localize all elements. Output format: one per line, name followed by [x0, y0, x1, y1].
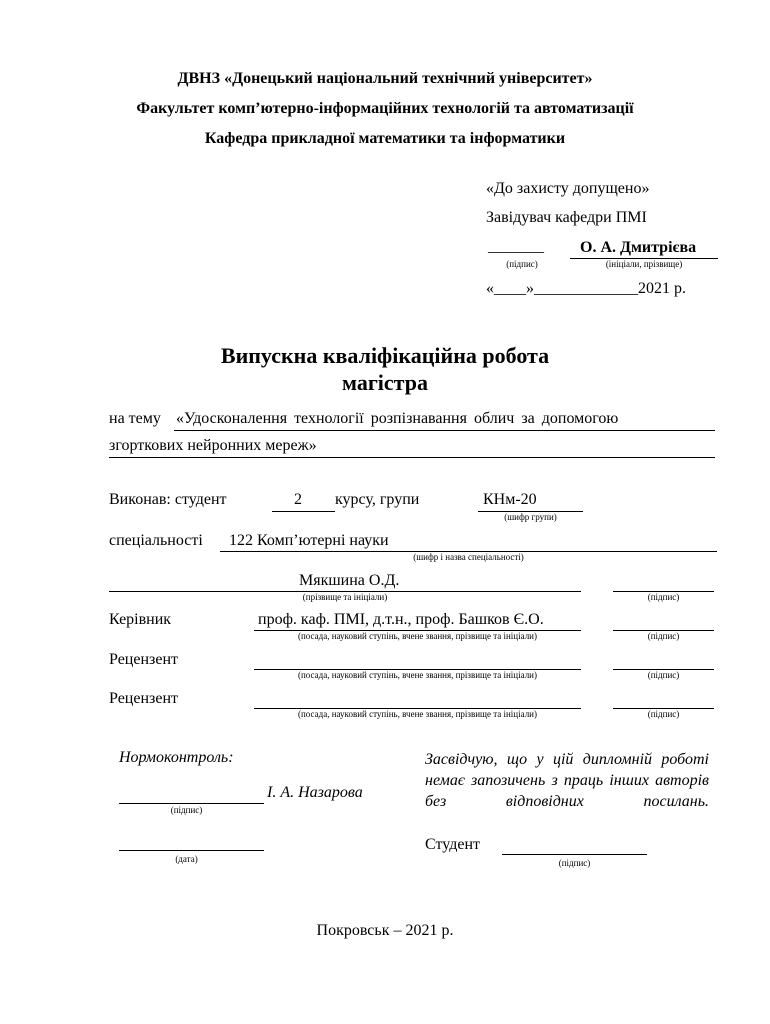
student-signature-caption: (підпис): [647, 592, 680, 602]
normcontrol-name: І. А. Назарова: [267, 784, 363, 801]
head-name-caption: (ініціали, прізвище): [605, 259, 683, 269]
work-title-line2: магістра: [341, 370, 428, 395]
topic-underline-1: [174, 430, 715, 431]
reviewer-1-label: Рецензент: [109, 651, 178, 668]
statement-signature-line: [502, 854, 647, 855]
course-label: курсу, групи: [335, 491, 420, 508]
supervisor-signature-caption: (підпис): [647, 631, 680, 641]
specialty-value: 122 Комп’ютерні науки: [229, 532, 389, 549]
normcontrol-signature-caption: (підпис): [170, 805, 203, 815]
reviewer-2-caption: (посада, науковий ступінь, вчене звання, прізвище та ініціали): [297, 709, 537, 719]
work-title-line1: Випускна кваліфікаційна робота: [220, 343, 550, 368]
supervisor-label: Керівник: [109, 611, 172, 628]
topic-line1: «Удосконалення технології розпізнавання облич за допомогою: [176, 410, 619, 427]
statement-student-label: Студент: [425, 836, 481, 853]
originality-statement: Засвідчую, що у цій дипломній роботі немає запозичень з праць інших авторів без відповідних посилань.: [425, 751, 709, 810]
normcontrol-date-caption: (дата): [175, 854, 198, 864]
institution-name: ДВНЗ «Донецький національний технічний університет»: [177, 70, 593, 87]
normcontrol-date-line: [119, 850, 264, 851]
admitted-to-defense: «До захисту допущено»: [486, 180, 650, 197]
student-label: Виконав: студент: [109, 491, 227, 508]
reviewer-2-label: Рецензент: [109, 690, 178, 707]
specialty-caption: (шифр і назва спеціальності): [413, 552, 524, 562]
reviewer-1-signature-caption: (підпис): [647, 670, 680, 680]
reviewer-1-caption: (посада, науковий ступінь, вчене звання, прізвище та ініціали): [297, 670, 537, 680]
department-name: Кафедра прикладної математики та інформатики: [204, 130, 566, 147]
student-name: Мякшина О.Д.: [299, 572, 400, 589]
approval-date-line: «____»_____________2021 р.: [486, 280, 686, 297]
reviewer-2-signature-caption: (підпис): [647, 709, 680, 719]
faculty-name: Факультет комп’ютерно-інформаційних технологій та автоматизації: [136, 100, 634, 117]
supervisor-value: проф. каф. ПМІ, д.т.н., проф. Башков Є.О.: [258, 611, 544, 628]
normcontrol-label: Нормоконтроль:: [119, 749, 234, 766]
course-underline: [272, 511, 335, 512]
head-of-department-title: Завідувач кафедри ПМІ: [486, 209, 647, 226]
topic-label: на тему: [109, 410, 161, 427]
head-signature-blank: _______: [488, 238, 544, 255]
topic-line2: згорткових нейронних мереж»: [109, 437, 317, 454]
head-signature-caption: (підпис): [506, 259, 538, 269]
head-of-department-name: О. А. Дмитрієва: [580, 239, 697, 256]
statement-signature-caption: (підпис): [558, 858, 591, 868]
topic-underline-2: [109, 457, 715, 458]
student-group: КНм-20: [483, 491, 537, 508]
group-caption: (шифр групи): [504, 512, 557, 522]
student-course: 2: [294, 491, 302, 508]
specialty-label: спеціальності: [109, 532, 203, 549]
student-name-caption: (прізвище та ініціали): [302, 592, 388, 602]
city-year: Покровськ – 2021 р.: [316, 922, 454, 939]
supervisor-caption: (посада, науковий ступінь, вчене звання, прізвище та ініціали): [297, 631, 537, 641]
normcontrol-signature-line: [119, 803, 264, 804]
